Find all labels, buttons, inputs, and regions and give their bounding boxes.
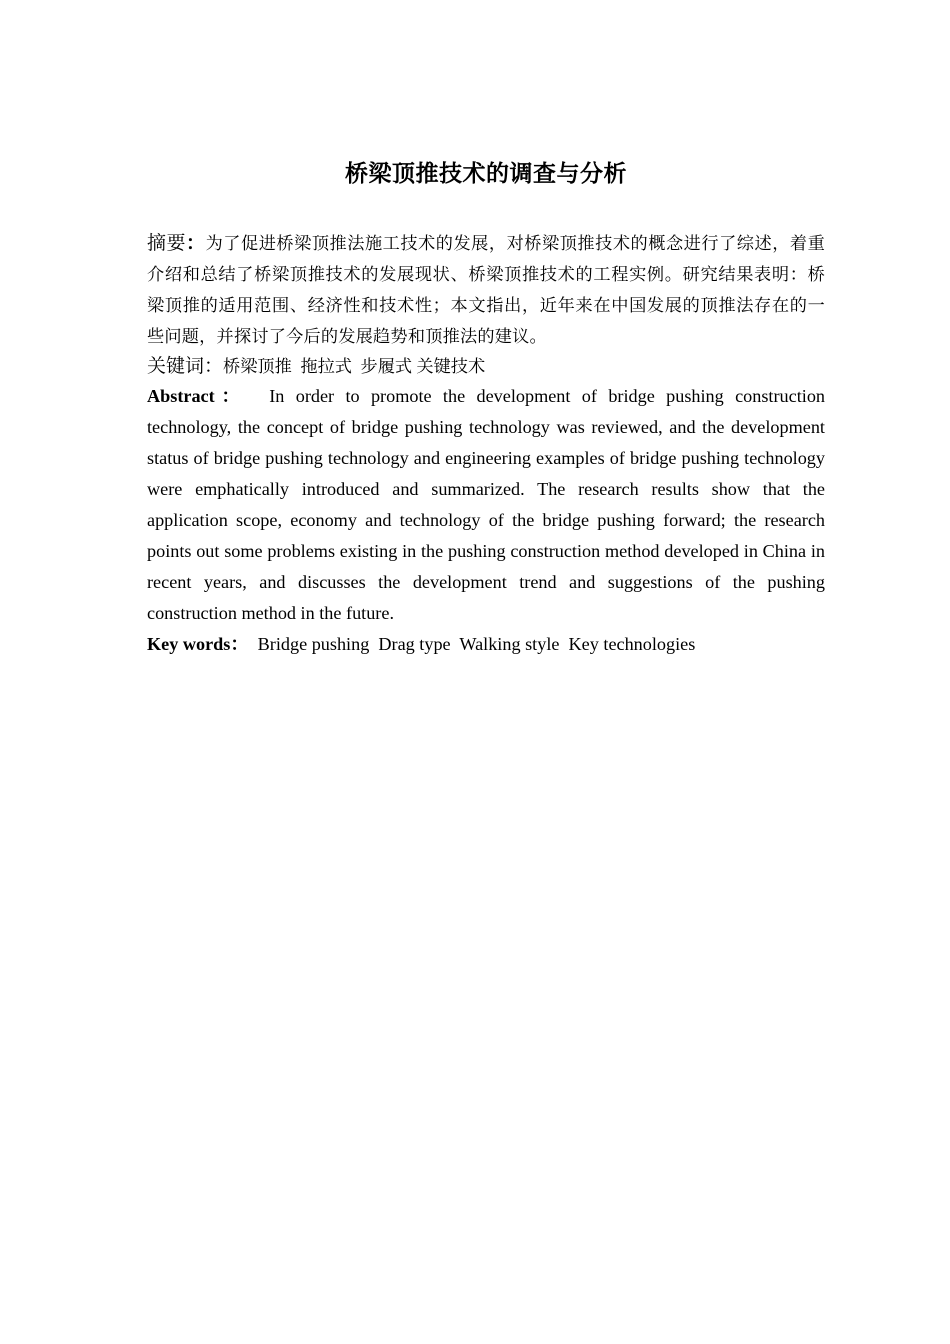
chinese-abstract-label: 摘要 <box>147 232 187 254</box>
chinese-abstract-text: 为了促进桥梁顶推法施工技术的发展，对桥梁顶推技术的概念进行了综述，着重介绍和总结了桥梁顶推技术的发展现状、桥梁顶推技术的工程实例。研究结果表明：桥梁顶推的适用范围、经济性和技术性；本文指出，近年来在中国发展的顶推法存在的一些问题，并探讨了今后的发展趋势和顶推法的建议。 <box>147 234 825 346</box>
english-keywords-label: Key words： <box>147 634 249 654</box>
english-keyword: Key technologies <box>568 634 696 654</box>
english-abstract <box>147 381 825 629</box>
chinese-abstract <box>147 228 825 352</box>
chinese-keywords-label: 关键词： <box>147 355 224 377</box>
chinese-keyword: 步履式 <box>360 357 413 376</box>
english-abstract-text: In order to promote the development of bridge pushing construction technology, the concept of bridge pushing technology was reviewed, and the development status of bridge pushing technology and engineering examples of bridge pushing technology were emphatically introduced and summarized. The research results show that the application scope, economy and technology of the bridge pushing forward; the research points out some problems existing in the pushing construction method developed in China in recent years, and discusses the development trend and suggestions of the pushing construction method in the future. <box>147 386 826 623</box>
english-keywords <box>147 629 825 660</box>
chinese-keyword: 拖拉式 <box>300 357 352 376</box>
english-keyword: Drag type <box>378 634 451 654</box>
chinese-abstract-colon: ： <box>186 232 206 254</box>
paper-title: 桥梁顶推技术的调查与分析 <box>345 161 627 187</box>
english-keyword: Bridge pushing <box>257 634 370 654</box>
chinese-keyword: 关键技术 <box>416 357 486 376</box>
chinese-keywords <box>147 351 825 382</box>
chinese-keyword: 桥梁顶推 <box>223 357 292 376</box>
english-keyword: Walking style <box>459 634 560 654</box>
english-abstract-label: Abstract： <box>147 386 247 406</box>
